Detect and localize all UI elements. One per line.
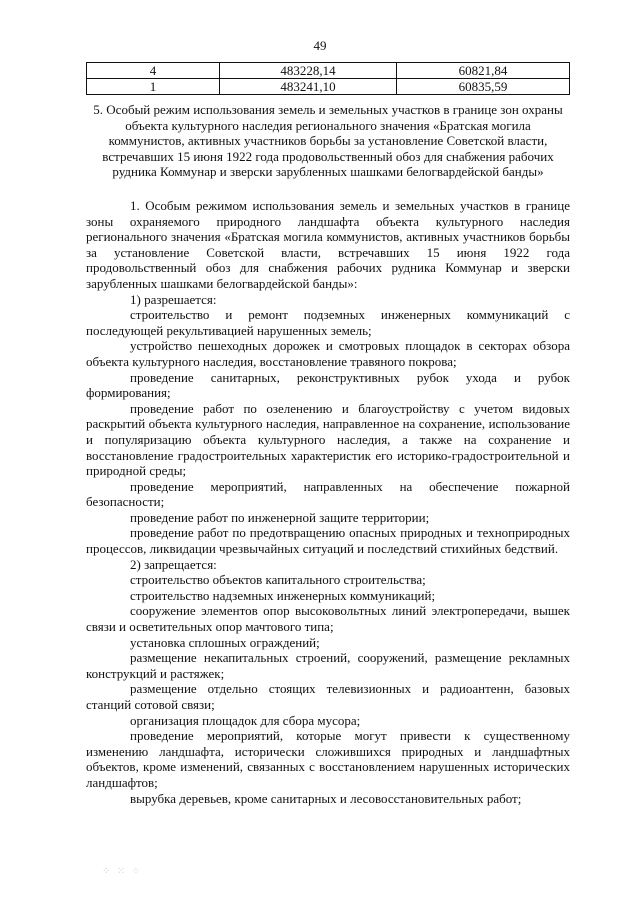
paragraph: проведение мероприятий, направленных на обеспечение пожарной безопасности; (86, 478, 570, 510)
paragraph: строительство надземных инженерных коммуникаций; (130, 587, 436, 603)
table-row (87, 79, 570, 95)
page-number: 49 (313, 38, 327, 53)
paragraph: проведение мероприятий, которые могут привести к существенному изменению ландшафта, исторически сложившихся природных и ландшафтных объектов, кроме изменений, связанных с восстановлением нарушенных исторических ландшафтов; (86, 728, 570, 790)
y-coordinate-cell: 60821,84 (397, 63, 570, 79)
y-coordinate-cell: 60835,59 (397, 79, 570, 95)
coordinates-table (86, 62, 570, 95)
paragraph: проведение работ по инженерной защите территории; (130, 509, 430, 525)
paragraph: вырубка деревьев, кроме санитарных и лесовосстановительных работ; (130, 790, 522, 806)
x-coordinate-cell: 483228,14 (220, 63, 397, 79)
paragraph: устройство пешеходных дорожек и смотровых площадок в секторах обзора объекта культурного наследия, восстановление травяного покрова; (86, 338, 570, 369)
paragraph: строительство и ремонт подземных инженерных коммуникаций с последующей рекультивацией нарушенных земель; (86, 307, 570, 338)
paragraph: размещение отдельно стоящих телевизионных и радиоантенн, базовых станций сотовой связи; (86, 681, 570, 712)
table-row (87, 63, 570, 79)
paragraph: 1. Особым режимом использования земель и земельных участков в границе зоны охраняемого природного ландшафта объекта культурного наследия регионального значения «Братская могила коммунистов, активных участников борьбы за установление Советской власти, встречавших 15 июня 1922 года продовольственный обоз для снабжения рабочих рудника Коммунар и зверски зарубленных шашками белогвардейской банды»: (86, 198, 570, 291)
x-coordinate-cell: 483241,10 (220, 79, 397, 95)
paragraph: установка сплошных ограждений; (130, 634, 320, 650)
document-body (86, 198, 570, 806)
paragraph: строительство объектов капитального строительства; (130, 572, 426, 588)
paragraph: организация площадок для сбора мусора; (130, 712, 361, 728)
section-heading: 5. Особый режим использования земель и земельных участков в границе зон охраны объекта культурного наследия регионального значения «Братская могила коммунистов, активных участников борьбы за установление Советской власти, встречавших 15 июня 1922 года продовольственный обоз для снабжения рабочих рудника Коммунар и зверски зарубленных шашками белогвардейской банды» (93, 102, 563, 180)
paragraph: проведение работ по предотвращению опасных природных и техноприродных процессов, ликвидации чрезвычайных ситуаций и последствий стихийных бедствий. (86, 525, 570, 557)
paragraph: 2) запрещается: (130, 556, 217, 572)
paragraph: сооружение элементов опор высоковольтных линий электропередачи, вышек связи и осветительных опор мачтового типа; (86, 603, 570, 635)
point-number-cell: 1 (87, 79, 220, 95)
faint-stamp-mark: ⁘ ⁙ ⁘ (102, 866, 143, 877)
point-number-cell: 4 (87, 63, 220, 79)
paragraph: проведение работ по озеленению и благоустройству с учетом видовых раскрытий объекта культурного наследия, направленное на сохранение, использование и популяризацию объекта культурного наследия, а также на сохранение и восстановление градостроительных характеристик его историко-градостроительной и природной среды; (86, 400, 570, 479)
paragraph: размещение некапитальных строений, сооружений, размещение рекламных конструкций и растяжек; (86, 650, 570, 681)
paragraph: проведение санитарных, реконструктивных рубок ухода и рубок формирования; (86, 369, 570, 401)
paragraph: 1) разрешается: (130, 291, 217, 307)
